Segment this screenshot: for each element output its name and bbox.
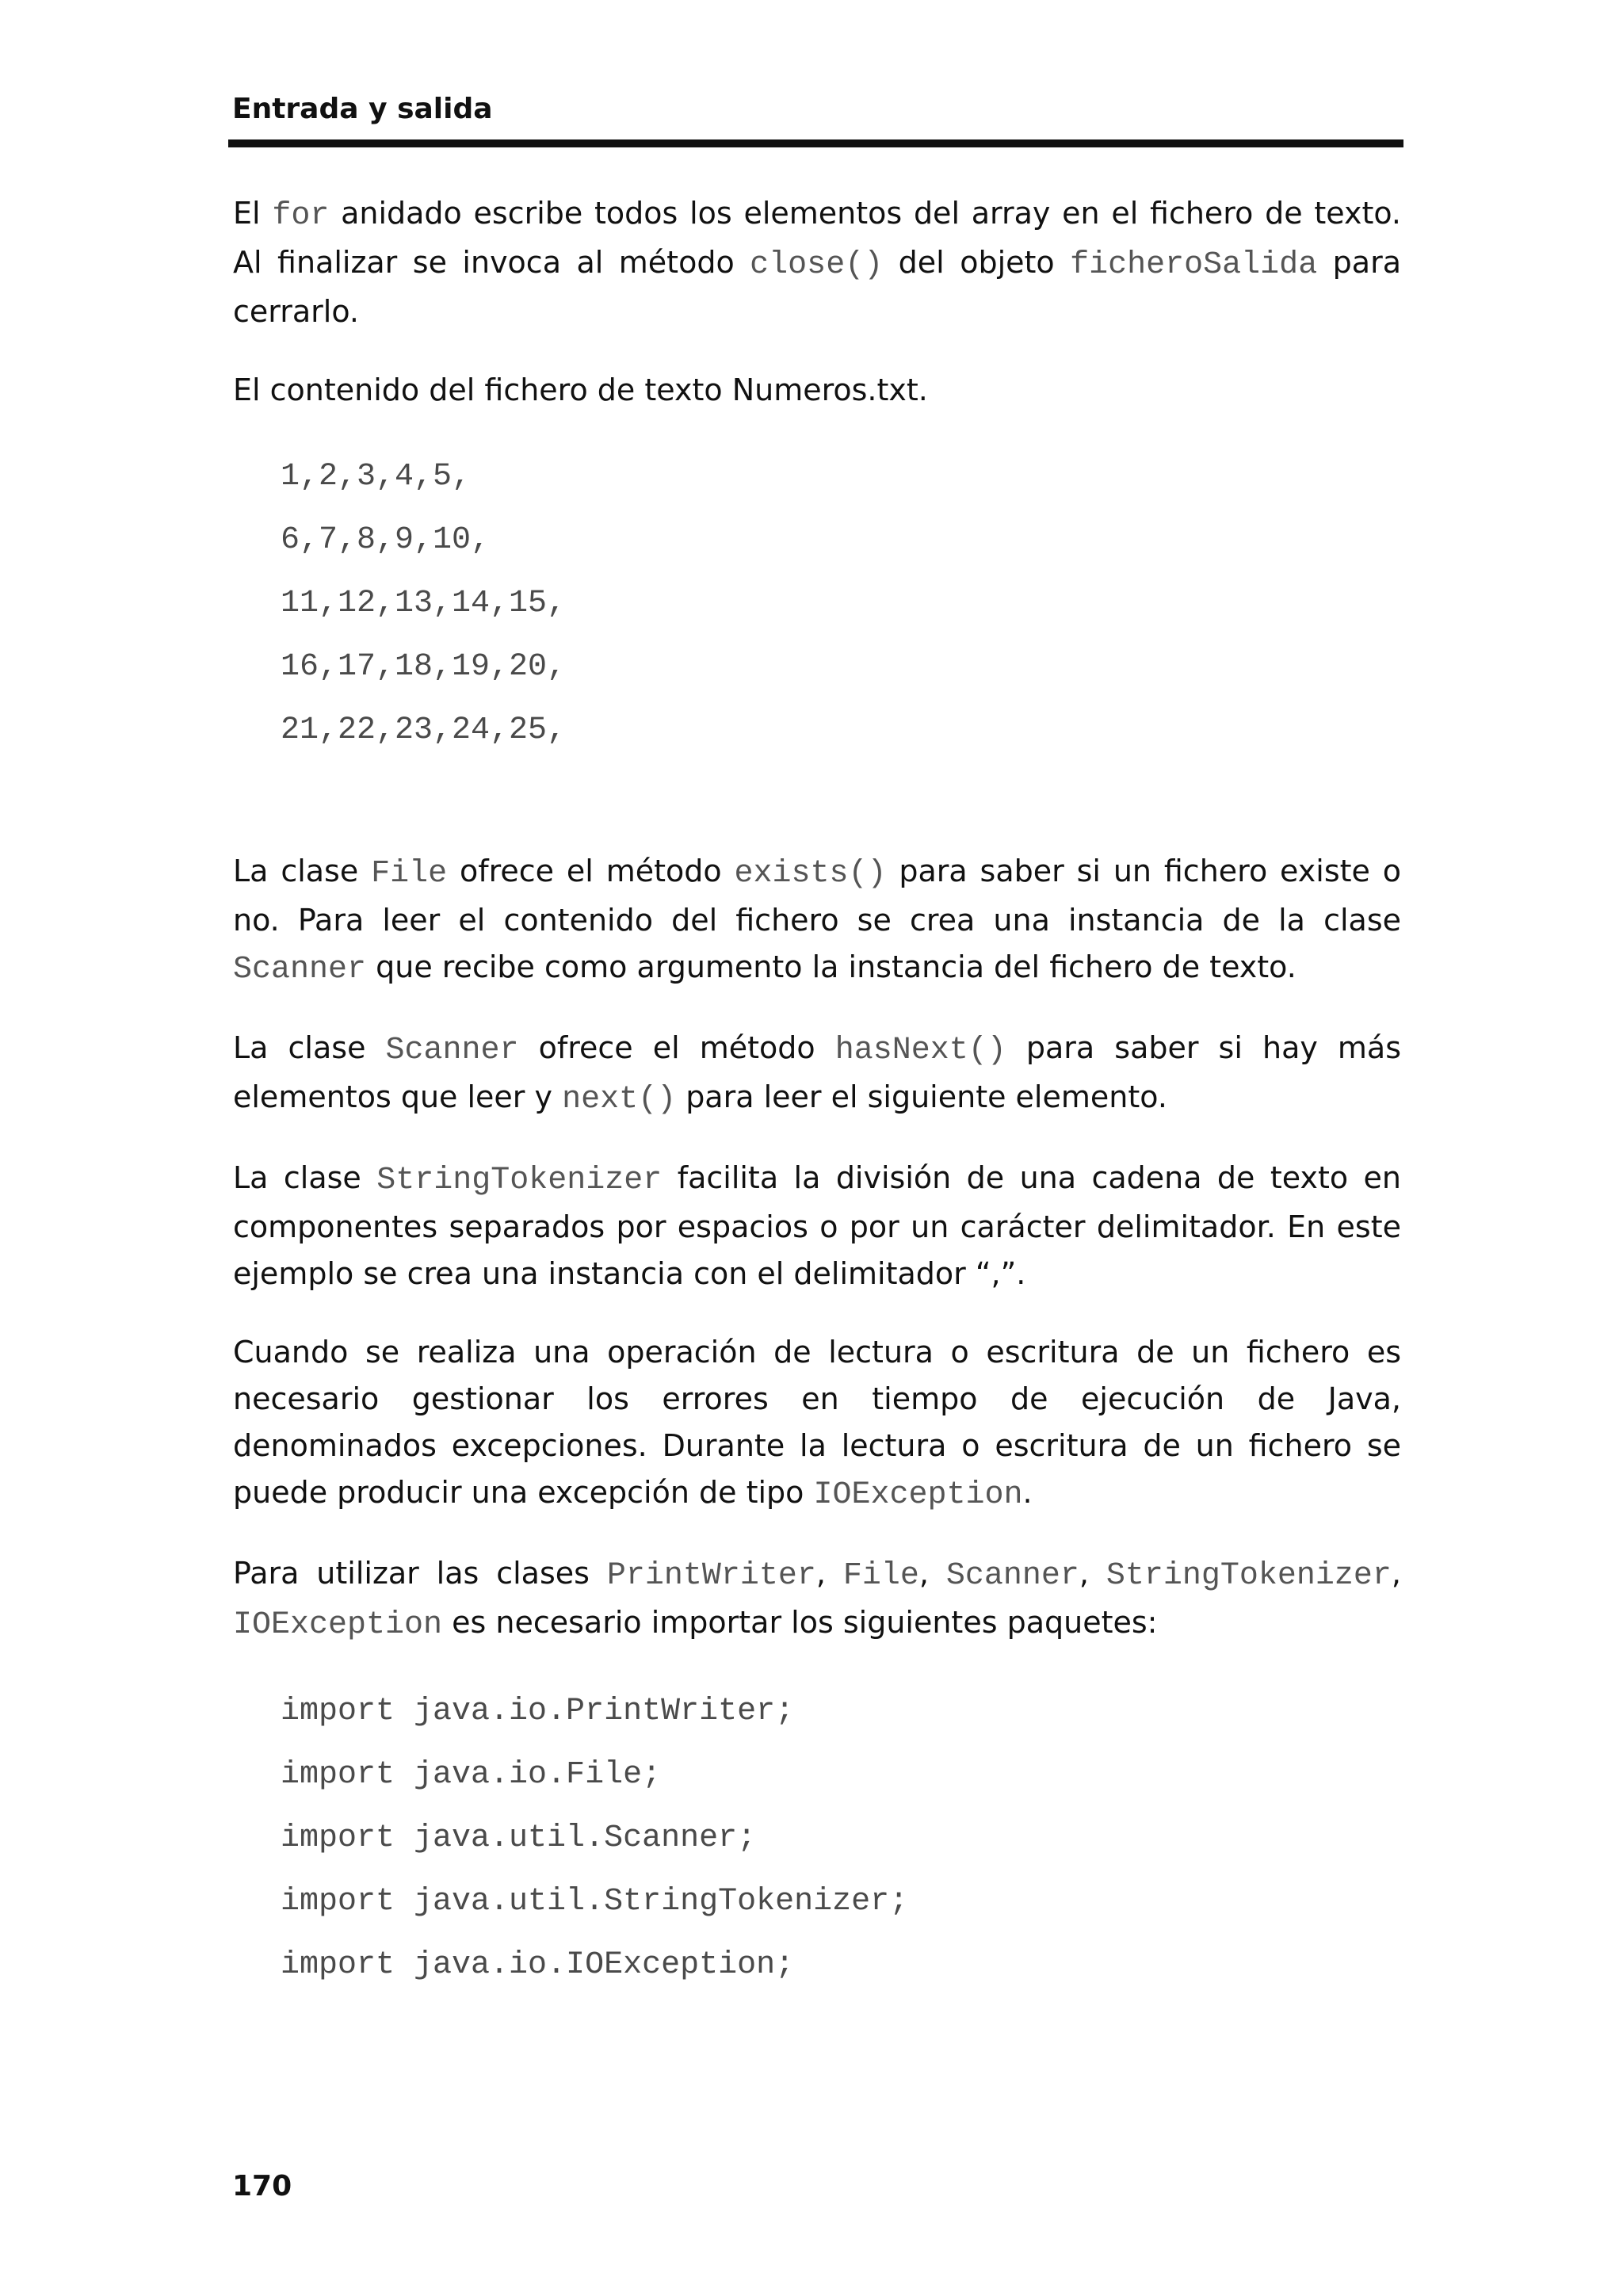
paragraph-scanner-class: [233, 1025, 1401, 1123]
running-header: Entrada y salida: [232, 93, 493, 125]
text-run: ,: [918, 1556, 946, 1591]
text-run: para saber si un fichero existe o no. Para leer el contenido del fichero se crea una instancia de la clase: [233, 854, 1402, 938]
text-run: El contenido del fichero de texto Numeros.txt.: [233, 372, 928, 407]
text-run: Cuando se realiza una operación de lectura o escritura de un fichero es necesario gestionar los errores en tiempo de ejecución de Java, denominados excepciones. Durante la lectura o escritura de un fichero se puede producir una excepción de tipo: [233, 1335, 1401, 1510]
import-line: import java.io.File;: [281, 1757, 662, 1793]
imports-code-block: [281, 1680, 1401, 1997]
inline-code: for: [272, 198, 330, 234]
inline-code: IOException: [813, 1477, 1023, 1513]
text-run: ,: [1079, 1556, 1106, 1591]
text-run: Para utilizar las clases: [233, 1556, 607, 1591]
text-run: ofrece el método: [518, 1030, 835, 1065]
inline-code: Scanner: [945, 1558, 1079, 1594]
text-run: ofrece el método: [447, 854, 735, 888]
paragraph-exceptions: [233, 1329, 1401, 1519]
text-run: para cerrarlo.: [233, 245, 1401, 329]
paragraph-file-class: [233, 848, 1401, 993]
paragraph-file-contents-intro: [233, 367, 1401, 414]
text-run: para saber si hay más elementos que leer y: [233, 1030, 1402, 1114]
text-run: La clase: [233, 854, 372, 888]
inline-code: close(): [750, 247, 884, 283]
file-line: 16,17,18,19,20,: [281, 649, 567, 685]
text-run: ,: [815, 1556, 843, 1591]
inline-code: File: [371, 856, 448, 892]
text-run: que recibe como argumento la instancia del fichero de texto.: [366, 949, 1296, 984]
paragraph-nested-for: [233, 190, 1401, 335]
inline-code: Scanner: [385, 1033, 519, 1068]
text-run: ,: [1391, 1556, 1401, 1591]
inline-code: exists(): [734, 856, 887, 892]
file-line: 21,22,23,24,25,: [281, 712, 567, 748]
text-run: es necesario importar los siguientes paquetes:: [442, 1605, 1158, 1640]
inline-code: hasNext(): [834, 1033, 1006, 1068]
import-line: import java.io.PrintWriter;: [281, 1694, 795, 1729]
file-line: 11,12,13,14,15,: [281, 586, 567, 621]
text-run: La clase: [233, 1030, 386, 1065]
file-contents-block: [281, 445, 1401, 762]
text-run: anidado escribe todos los elementos del array en el fichero de texto. Al finalizar se invoca al método: [233, 196, 1401, 280]
text-run: para leer el siguiente elemento.: [676, 1079, 1167, 1114]
text-run: La clase: [233, 1160, 377, 1195]
file-line: 6,7,8,9,10,: [281, 522, 491, 558]
inline-code: StringTokenizer: [376, 1163, 663, 1198]
inline-code: IOException: [233, 1607, 443, 1643]
inline-code: Scanner: [233, 952, 367, 988]
text-run: El: [233, 196, 273, 231]
inline-code: File: [842, 1558, 919, 1594]
text-run: .: [1022, 1475, 1033, 1510]
inline-code: PrintWriter: [606, 1558, 816, 1594]
page-body: [233, 190, 1401, 2035]
import-line: import java.util.Scanner;: [281, 1820, 757, 1856]
paragraph-imports-intro: [233, 1550, 1401, 1648]
import-line: import java.util.StringTokenizer;: [281, 1884, 909, 1920]
paragraph-stringtokenizer-class: [233, 1155, 1401, 1297]
text-run: facilita la división de una cadena de texto en componentes separados por espacios o por un carácter delimitador. En este ejemplo se crea una instancia con el delimitador “,”.: [233, 1160, 1401, 1291]
inline-code: StringTokenizer: [1106, 1558, 1392, 1594]
page-number: 170: [232, 2170, 292, 2202]
inline-code: next(): [562, 1082, 677, 1117]
file-line: 1,2,3,4,5,: [281, 459, 472, 495]
header-rule: [228, 139, 1403, 147]
inline-code: ficheroSalida: [1070, 247, 1318, 283]
import-line: import java.io.IOException;: [281, 1947, 795, 1983]
text-run: del objeto: [883, 245, 1071, 280]
